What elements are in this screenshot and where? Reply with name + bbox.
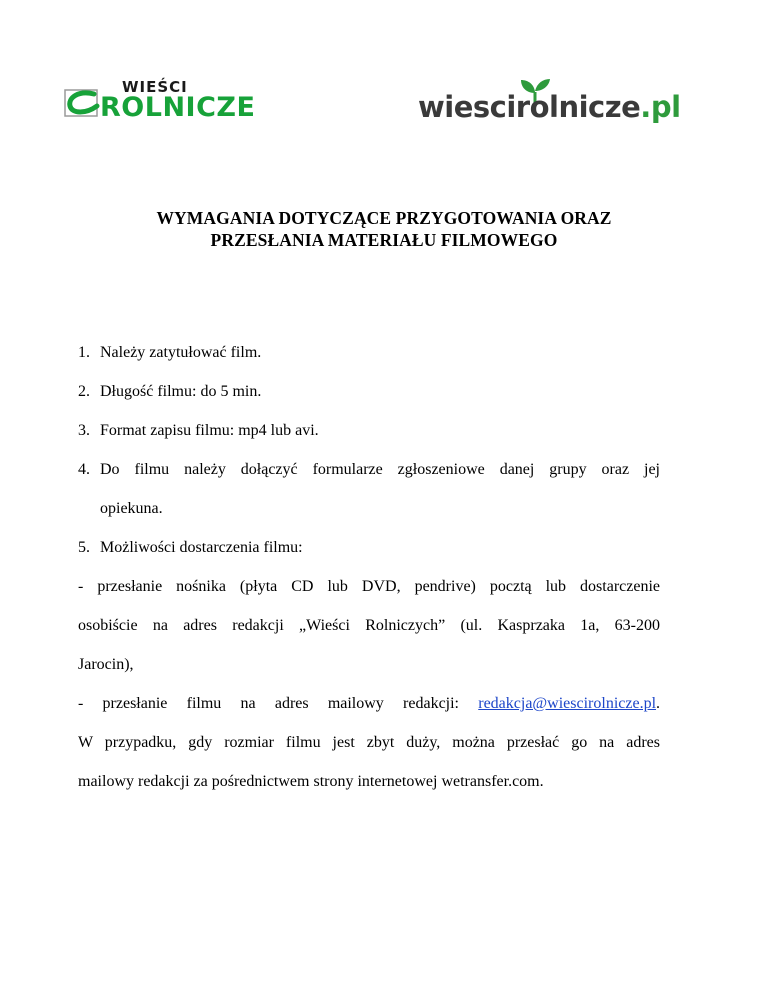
list-item-continuation: opiekuna. — [100, 500, 163, 517]
list-item — [78, 343, 660, 363]
delivery-option-line: - przesłanie nośnika (płyta CD lub DVD, pendrive) pocztą lub dostarczenie — [78, 578, 660, 595]
wiesci-rolnicze-logo — [64, 78, 300, 126]
list-item-text: Możliwości dostarczenia filmu: — [100, 539, 303, 556]
list-item-number: 3. — [78, 422, 90, 439]
delivery-option-line: W przypadku, gdy rozmiar filmu jest zbyt duży, można przesłać go na adres — [78, 734, 660, 751]
email-prefix-text: - przesłanie filmu na adres mailowy redakcji: — [78, 695, 460, 712]
logo-small-text: WIEŚCI — [122, 78, 188, 96]
list-item — [78, 538, 660, 558]
delivery-option-line: mailowy redakcji za pośrednictwem strony internetowej wetransfer.com. — [78, 773, 544, 790]
email-suffix-text: . — [656, 695, 661, 712]
logo-wordmark — [418, 90, 681, 124]
list-item-text: Długość filmu: do 5 min. — [100, 383, 262, 400]
delivery-option-line: osobiście na adres redakcji „Wieści Rolniczych” (ul. Kasprzaka 1a, 63-200 — [78, 617, 660, 634]
title-line-2: PRZESŁANIA MATERIAŁU FILMOWEGO — [210, 230, 558, 250]
logo-word-middle: lnicze — [549, 90, 641, 124]
list-item-number: 5. — [78, 539, 90, 556]
list-item-number: 2. — [78, 383, 90, 400]
list-item — [78, 421, 660, 441]
list-item-text: Format zapisu filmu: mp4 lub avi. — [100, 422, 319, 439]
logo-big-text: ROLNICZE — [100, 92, 256, 123]
email-link[interactable]: redakcja@wiescirolnicze.pl — [478, 695, 657, 712]
list-item-number: 4. — [78, 461, 90, 478]
logo-word-suffix: .pl — [640, 90, 681, 124]
list-item-text: Do filmu należy dołączyć formularze zgłoszeniowe danej grupy oraz jej — [100, 461, 660, 478]
list-item — [78, 460, 660, 480]
document-title — [40, 207, 728, 251]
delivery-option-line: Jarocin), — [78, 656, 134, 673]
logo-mark-icon — [64, 88, 100, 118]
list-item — [78, 382, 660, 402]
list-item-text: Należy zatytułować film. — [100, 344, 262, 361]
wiescirolnicze-pl-logo — [418, 80, 681, 130]
delivery-email-line — [78, 694, 660, 714]
logo-word-prefix: wiesciro — [418, 90, 550, 124]
list-item-number: 1. — [78, 344, 90, 361]
title-line-1: WYMAGANIA DOTYCZĄCE PRZYGOTOWANIA ORAZ — [156, 208, 612, 228]
